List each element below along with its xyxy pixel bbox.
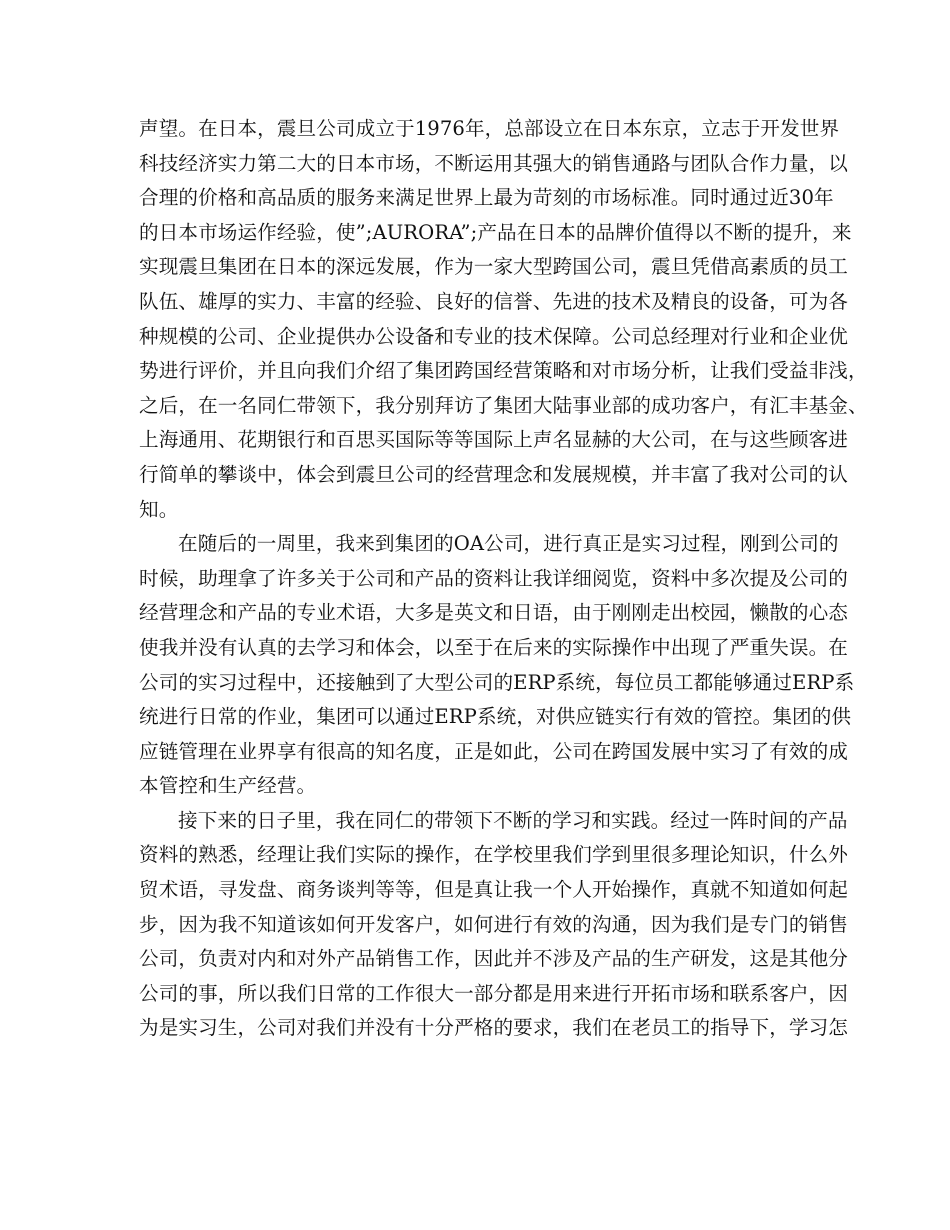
text-line: 时候，助理拿了许多关于公司和产品的资料让我详细阅览，资料中多次提及公司的 [139, 566, 848, 590]
text-line: 使我并没有认真的去学习和体会，以至于在后来的实际操作中出现了严重失误。在 [139, 635, 848, 659]
text-line: 本管控和生产经营。 [139, 774, 317, 798]
text-line: 在随后的一周里，我来到集团的OA公司，进行真正是实习过程，刚到公司的 [178, 532, 839, 556]
text-line: 经营理念和产品的专业术语，大多是英文和日语，由于刚刚走出校园，懒散的心态 [139, 601, 848, 625]
text-line: 资料的熟悉，经理让我们实际的操作，在学校里我们学到里很多理论知识，什么外 [139, 843, 848, 867]
document-body [139, 112, 868, 1046]
paragraph-1 [139, 112, 868, 527]
text-line: 种规模的公司、企业提供办公设备和专业的技术保障。公司总经理对行业和企业优 [139, 324, 848, 348]
text-line: 势进行评价，并且向我们介绍了集团跨国经营策略和对市场分析，让我们受益非浅， [139, 359, 868, 383]
text-line: 之后，在一名同仁带领下，我分别拜访了集团大陆事业部的成功客户，有汇丰基金、 [139, 393, 868, 417]
paragraph-2 [139, 527, 855, 804]
text-line: 声望。在日本，震旦公司成立于1976年，总部设立在日本东京，立志于开发世界 [139, 117, 840, 140]
text-line: 队伍、雄厚的实力、丰富的经验、良好的信誉、先进的技术及精良的设备，可为各 [139, 289, 848, 313]
text-line: 合理的价格和高品质的服务来满足世界上最为苛刻的市场标准。同时通过近30年 [139, 186, 834, 210]
text-line: 行简单的攀谈中，体会到震旦公司的经营理念和发展规模，并丰富了我对公司的认 [139, 462, 848, 486]
text-line: 科技经济实力第二大的日本市场，不断运用其强大的销售通路与团队合作力量，以 [139, 151, 848, 175]
text-line: 为是实习生，公司对我们并没有十分严格的要求，我们在老员工的指导下，学习怎 [139, 1016, 848, 1040]
text-line: 接下来的日子里，我在同仁的带领下不断的学习和实践。经过一阵时间的产品 [178, 808, 848, 832]
text-line: 应链管理在业界享有很高的知名度，正是如此，公司在跨国发展中实习了有效的成 [139, 739, 848, 763]
text-line: 步，因为我不知道该如何开发客户，如何进行有效的沟通，因为我们是专门的销售 [139, 912, 848, 936]
text-line: 的日本市场运作经验，使”;AURORA”;产品在日本的品牌价值得以不断的提升，来 [139, 220, 852, 244]
text-line: 公司，负责对内和对外产品销售工作，因此并不涉及产品的生产研发，这是其他分 [139, 947, 848, 971]
text-line: 上海通用、花期银行和百思买国际等等国际上声名显赫的大公司，在与这些顾客进 [139, 428, 848, 452]
text-line: 实现震旦集团在日本的深远发展，作为一家大型跨国公司，震旦凭借高素质的员工 [139, 255, 848, 279]
paragraph-3 [139, 804, 848, 1046]
text-line: 统进行日常的作业，集团可以通过ERP系统，对供应链实行有效的管控。集团的供 [139, 705, 852, 729]
text-line: 贸术语，寻发盘、商务谈判等等，但是真让我一个人开始操作，真就不知道如何起 [139, 878, 848, 902]
text-line: 公司的事，所以我们日常的工作很大一部分都是用来进行开拓市场和联系客户，因 [139, 981, 848, 1005]
text-line: 公司的实习过程中，还接触到了大型公司的ERP系统，每位员工都能够通过ERP系 [139, 670, 855, 694]
text-line: 知。 [139, 497, 179, 521]
